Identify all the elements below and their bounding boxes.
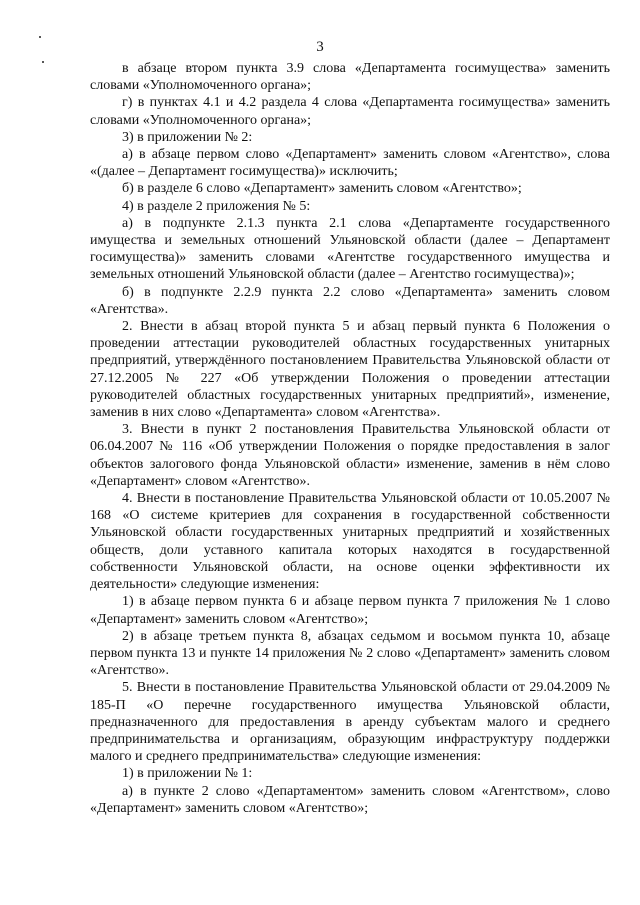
- document-body: [90, 60, 610, 817]
- paragraph: 2) в абзаце третьем пункта 8, абзацах седьмом и восьмом пункта 10, абзаце первом пункта 13 и пункте 14 приложения № 2 слово «Департамент» заменить словом «Агентство».: [90, 628, 610, 679]
- paragraph: а) в абзаце первом слово «Департамент» заменить словом «Агентство», слова «(далее – Департамент госимущества)» исключить;: [90, 147, 610, 180]
- paragraph: а) в подпункте 2.1.3 пункта 2.1 слова «Департаменте государственного имущества и земельных отношений Ульяновской области (далее – Департамент госимущества)» заменить словами «Агентстве государственного имущества и земельных отношений Ульяновской области (далее – Агентство госимущества)»;: [90, 215, 610, 283]
- paragraph: 1) в абзаце первом пункта 6 и абзаце первом пункта 7 приложения № 1 слово «Департамент» заменить словом «Агентство»;: [90, 594, 610, 627]
- paragraph: 3) в приложении № 2:: [122, 129, 253, 145]
- paragraph: 4) в разделе 2 приложения № 5:: [122, 198, 311, 214]
- paragraph: а) в пункте 2 слово «Департаментом» заменить словом «Агентством», слово «Департамент» заменить словом «Агентство»;: [90, 783, 610, 816]
- paragraph: б) в разделе 6 слово «Департамент» заменить словом «Агентство»;: [122, 181, 522, 197]
- page-number: 3: [316, 39, 324, 55]
- paragraph: 4. Внести в постановление Правительства Ульяновской области от 10.05.2007 № 168 «О системе критериев для сохранения в государственной собственности Ульяновской области государственных унитарных предприятий и хозяйственных обществ, доли уставного капитала которых находятся в государственной собственности Ульяновской области, на основе оценки эффективности их деятельности» следующие изменения:: [90, 491, 610, 593]
- paragraph: 2. Внести в абзац второй пункта 5 и абзац первый пункта 6 Положения о проведении аттестации руководителей областных государственных унитарных предприятий, утверждённого постановлением Правительства Ульяновской области от 27.12.2005 № 227 «Об утверждении Положения о проведении аттестации руководителей областных государственных унитарных предприятий», изменение, заменив в них слово «Департамента» словом «Агентства».: [90, 319, 610, 421]
- paragraph: г) в пунктах 4.1 и 4.2 раздела 4 слова «Департамента госимущества» заменить словами «Уполномоченного органа»;: [90, 95, 610, 128]
- paragraph: 1) в приложении № 1:: [122, 766, 253, 782]
- scan-speck: [42, 61, 44, 63]
- paragraph: 3. Внести в пункт 2 постановления Правительства Ульяновской области от 06.04.2007 № 116 «Об утверждении Положения о порядке предоставления в залог объектов залогового фонда Ульяновской области» изменение, заменив в нём слово «Департамент» словом «Агентство».: [90, 422, 610, 489]
- paragraph: в абзаце втором пункта 3.9 слова «Департамента госимущества» заменить словами «Уполномоченного органа»;: [90, 61, 610, 94]
- paragraph: 5. Внести в постановление Правительства Ульяновской области от 29.04.2009 № 185-П «О перечне государственного имущества Ульяновской области, предназначенного для предоставления в аренду субъектам малого и среднего предпринимательства и организациям, образующим инфраструктуру поддержки малого и среднего предпринимательства» следующие изменения:: [90, 680, 610, 765]
- paragraph: б) в подпункте 2.2.9 пункта 2.2 слово «Департамента» заменить словом «Агентства».: [90, 284, 610, 317]
